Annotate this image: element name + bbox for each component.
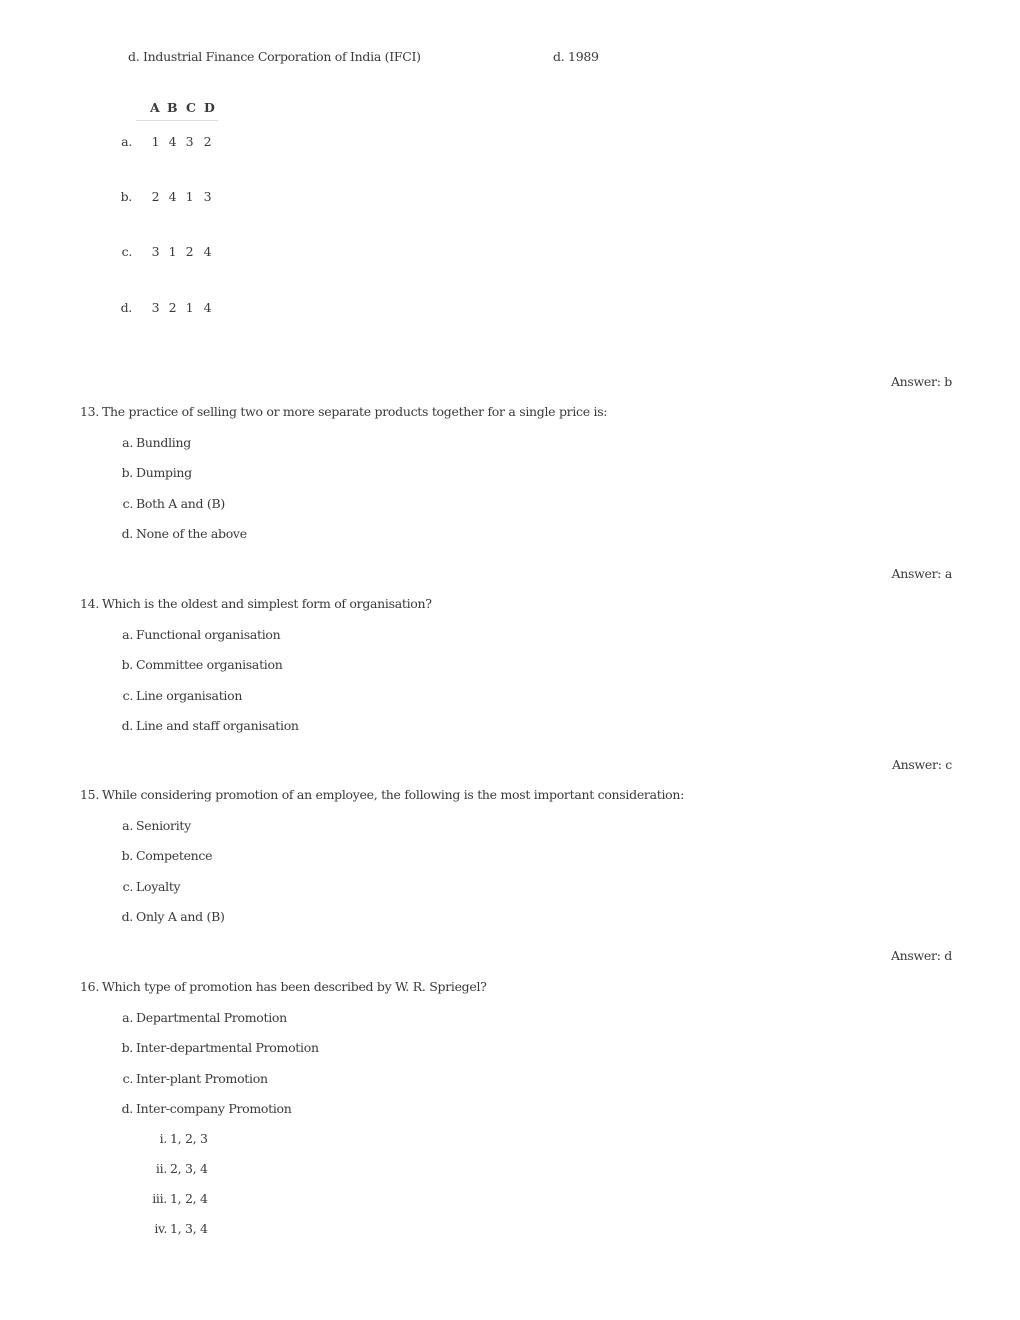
option-label: a.: [122, 1010, 133, 1025]
option-label: c.: [122, 878, 133, 894]
option-text: Bundling: [136, 435, 191, 450]
option-label: a.: [122, 627, 133, 642]
option-label: d.: [121, 1100, 133, 1116]
sub-option-label: iv.: [154, 1221, 167, 1236]
option-text: Line and staff organisation: [136, 717, 299, 733]
sub-option-text: 1, 3, 4: [170, 1221, 208, 1236]
sub-option-text: 1, 2, 3: [170, 1131, 208, 1146]
option-label: b.: [121, 465, 133, 481]
option-label: d.: [121, 717, 133, 733]
table-cell: 4: [168, 134, 177, 149]
option-text: Functional organisation: [136, 627, 281, 642]
table-cell: 4: [168, 189, 177, 204]
table-cell: 4: [203, 300, 212, 315]
question-text: While considering promotion of an employee, the following is the most important consideration:: [102, 787, 685, 802]
sub-option-label: ii.: [155, 1161, 167, 1176]
table-row-label: d.: [120, 300, 132, 315]
option-text: Inter-company Promotion: [136, 1100, 292, 1116]
answer-12: Answer: b: [890, 374, 952, 389]
option-label: d.: [121, 525, 133, 541]
table-row-label: b.: [120, 189, 132, 204]
sub-option-text: 1, 2, 4: [170, 1191, 208, 1206]
option-text: Only A and (B): [136, 908, 225, 924]
option-text: Departmental Promotion: [136, 1010, 287, 1025]
table-cell: 1: [151, 134, 160, 149]
option-label: c.: [122, 687, 133, 703]
option-label: d.: [121, 908, 133, 924]
option-text: Line organisation: [136, 687, 243, 703]
option-text: Inter-plant Promotion: [136, 1070, 268, 1086]
answer: Answer: c: [891, 757, 952, 772]
answer: Answer: d: [890, 948, 952, 963]
option-text: Committee organisation: [136, 657, 283, 673]
option-text: Dumping: [136, 465, 192, 481]
table-header-c: C: [186, 100, 196, 115]
previous-option-right: d. 1989: [553, 49, 599, 64]
option-text: Competence: [136, 848, 213, 864]
answer: Answer: a: [891, 566, 952, 581]
table-header-rule: [136, 120, 218, 121]
table-cell: 3: [203, 189, 212, 204]
previous-option-left: d. Industrial Finance Corporation of India (IFCI): [128, 49, 421, 64]
option-text: None of the above: [136, 525, 247, 541]
table-cell: 2: [203, 134, 212, 149]
option-text: Loyalty: [136, 878, 181, 894]
table-cell: 3: [151, 300, 160, 315]
option-label: a.: [122, 435, 133, 450]
question-text: The practice of selling two or more separate products together for a single price is:: [102, 404, 608, 419]
question-text: Which is the oldest and simplest form of organisation?: [102, 596, 432, 611]
table-cell: 1: [185, 300, 194, 315]
table-header-a: A: [150, 100, 160, 115]
option-label: b.: [121, 657, 133, 673]
table-cell: 2: [168, 300, 177, 315]
question-text: Which type of promotion has been described by W. R. Spriegel?: [102, 979, 487, 994]
option-text: Inter-departmental Promotion: [136, 1040, 319, 1056]
table-cell: 2: [185, 244, 194, 259]
option-text: Seniority: [136, 818, 191, 833]
table-cell: 1: [185, 189, 194, 204]
question-number: 15.: [80, 787, 99, 802]
table-header-b: B: [167, 100, 178, 115]
option-text: Both A and (B): [136, 495, 225, 511]
table-cell: 2: [151, 189, 160, 204]
option-label: a.: [122, 818, 133, 833]
table-row-label: c.: [121, 244, 132, 259]
question-number: 16.: [80, 979, 99, 994]
table-cell: 3: [185, 134, 194, 149]
table-cell: 1: [168, 244, 177, 259]
option-label: c.: [122, 495, 133, 511]
table-header-d: D: [204, 100, 215, 115]
sub-option-label: iii.: [152, 1191, 167, 1206]
sub-option-text: 2, 3, 4: [170, 1161, 208, 1176]
table-cell: 4: [203, 244, 212, 259]
sub-option-label: i.: [159, 1131, 167, 1146]
table-cell: 3: [151, 244, 160, 259]
question-number: 13.: [80, 404, 99, 419]
option-label: b.: [121, 1040, 133, 1056]
table-row-label: a.: [121, 134, 132, 149]
question-number: 14.: [80, 596, 99, 611]
option-label: c.: [122, 1070, 133, 1086]
option-label: b.: [121, 848, 133, 864]
